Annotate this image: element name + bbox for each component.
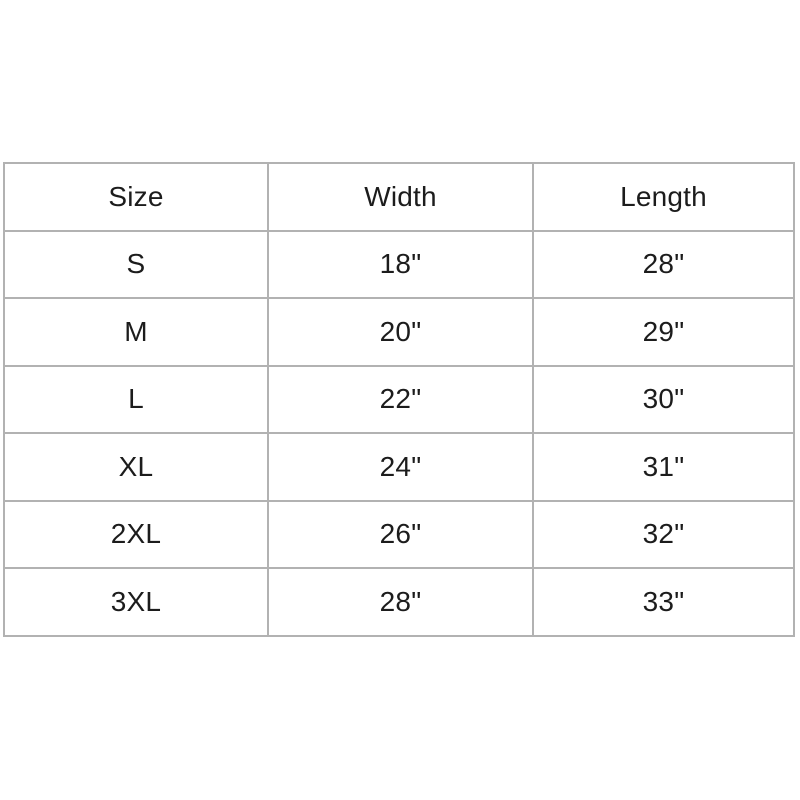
- size-cell: S: [4, 231, 268, 299]
- size-chart-table: [3, 162, 795, 637]
- col-header-width: Width: [268, 163, 533, 231]
- length-cell: 33": [533, 568, 794, 636]
- size-cell: 2XL: [4, 501, 268, 569]
- size-cell: M: [4, 298, 268, 366]
- size-cell: 3XL: [4, 568, 268, 636]
- table-row: [4, 366, 794, 434]
- col-header-length: Length: [533, 163, 794, 231]
- width-cell: 26": [268, 501, 533, 569]
- size-cell: XL: [4, 433, 268, 501]
- length-cell: 29": [533, 298, 794, 366]
- length-cell: 32": [533, 501, 794, 569]
- length-cell: 30": [533, 366, 794, 434]
- table-row: [4, 568, 794, 636]
- length-cell: 28": [533, 231, 794, 299]
- table-row: [4, 433, 794, 501]
- header-row: [4, 163, 794, 231]
- length-cell: 31": [533, 433, 794, 501]
- width-cell: 24": [268, 433, 533, 501]
- width-cell: 18": [268, 231, 533, 299]
- width-cell: 22": [268, 366, 533, 434]
- table-row: [4, 231, 794, 299]
- table-row: [4, 501, 794, 569]
- col-header-size: Size: [4, 163, 268, 231]
- table-row: [4, 298, 794, 366]
- width-cell: 20": [268, 298, 533, 366]
- width-cell: 28": [268, 568, 533, 636]
- size-cell: L: [4, 366, 268, 434]
